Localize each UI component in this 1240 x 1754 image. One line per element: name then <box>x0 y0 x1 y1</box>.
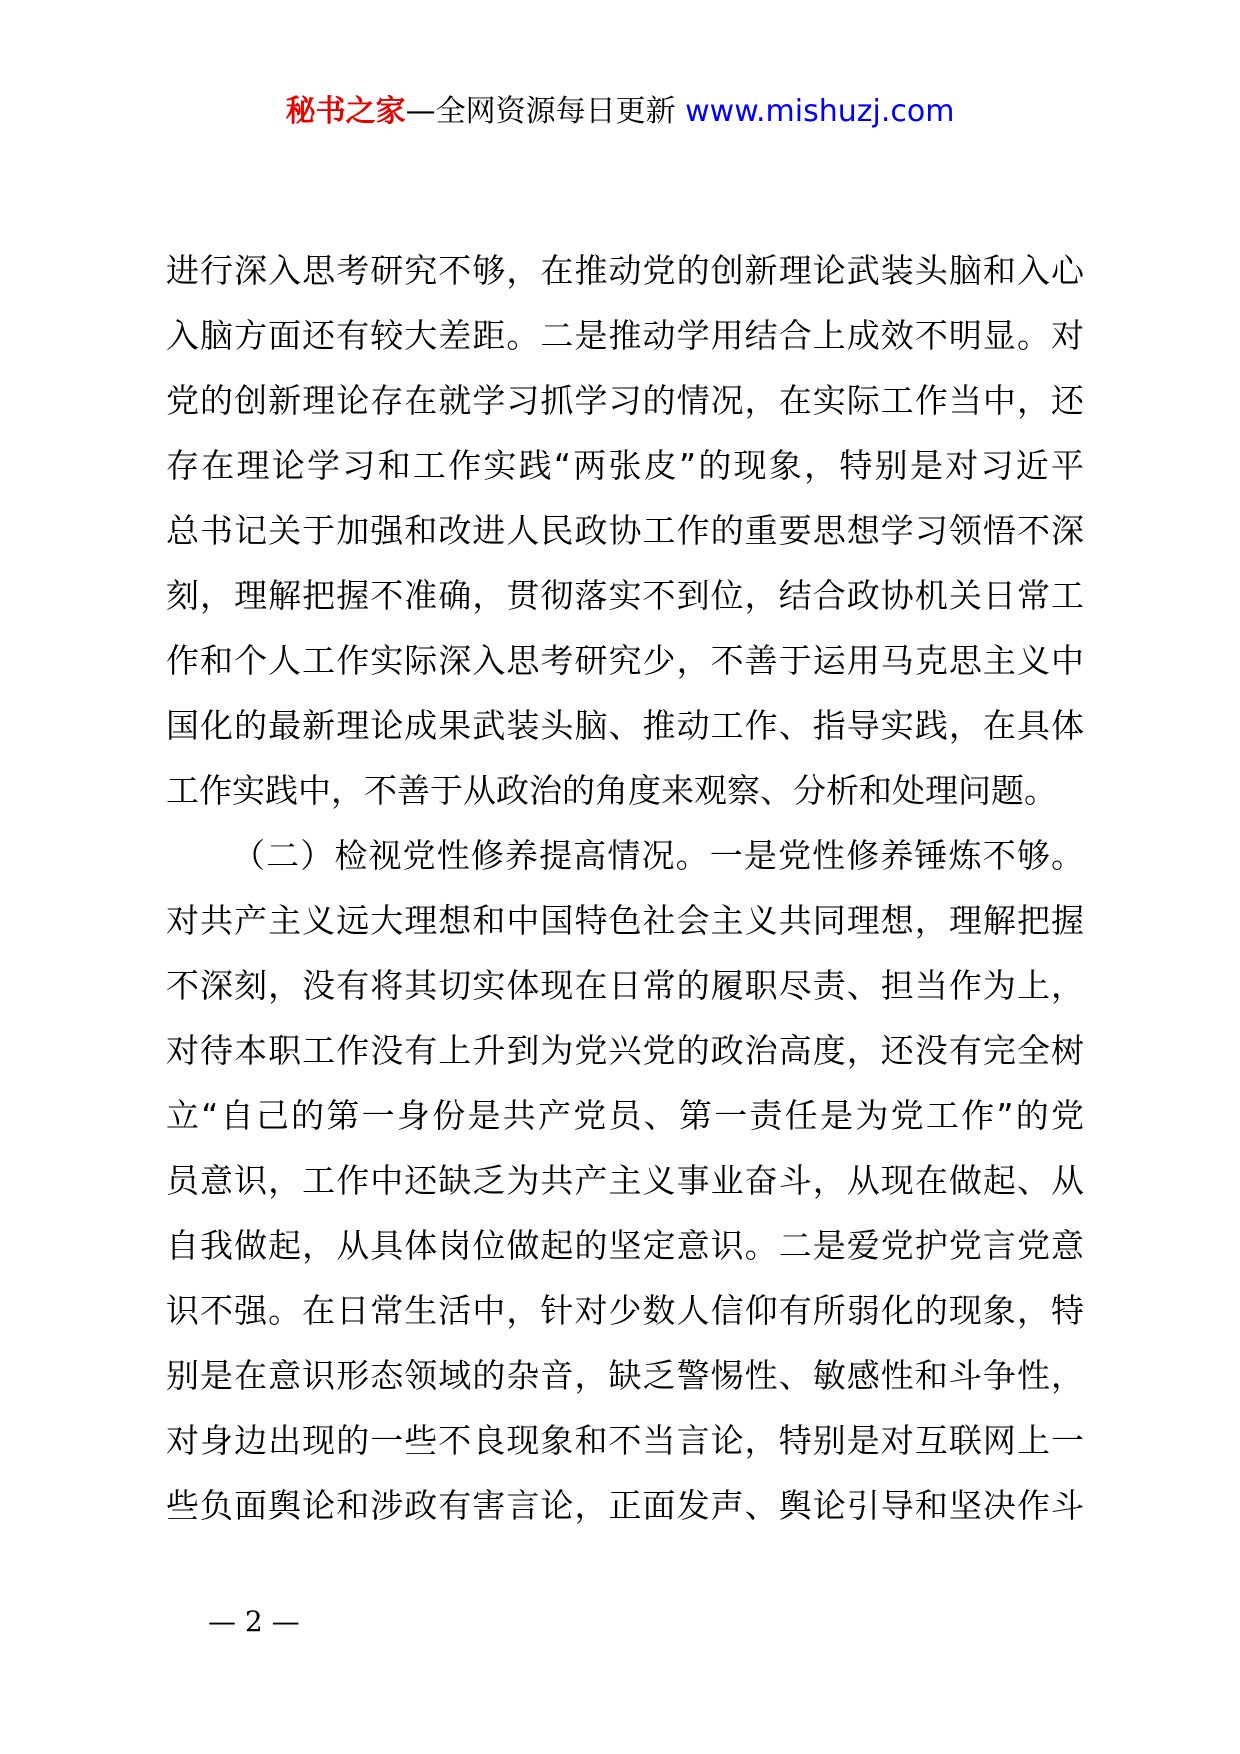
text-line: 对共产主义远大理想和中国特色社会主义共同理想，理解把握 <box>166 901 1084 940</box>
text-line: 员意识，工作中还缺乏为共产主义事业奋斗，从现在做起、从 <box>166 1161 1084 1200</box>
document-header <box>0 92 1240 132</box>
text-line: 立“自己的第一身份是共产党员、第一责任是为党工作”的党 <box>166 1096 1084 1135</box>
text-line: 识不强。在日常生活中，针对少数人信仰有所弱化的现象，特 <box>166 1291 1084 1330</box>
text-line: 对身边出现的一些不良现象和不当言论，特别是对互联网上一 <box>166 1421 1084 1460</box>
section-heading-line: （二）检视党性修养提高情况。一是党性修养锤炼不够。 <box>232 836 1084 875</box>
text-line: 入脑方面还有较大差距。二是推动学用结合上成效不明显。对 <box>166 316 1084 355</box>
header-url-link[interactable]: www.mishuzj.com <box>685 94 955 129</box>
text-line: 总书记关于加强和改进人民政协工作的重要思想学习领悟不深 <box>166 511 1084 550</box>
document-body <box>166 238 1084 1538</box>
text-line: 些负面舆论和涉政有害言论，正面发声、舆论引导和坚决作斗 <box>166 1486 1084 1525</box>
text-line: 作和个人工作实际深入思考研究少，不善于运用马克思主义中 <box>166 641 1084 680</box>
text-line: 对待本职工作没有上升到为党兴党的政治高度，还没有完全树 <box>166 1031 1084 1070</box>
text-line: 进行深入思考研究不够，在推动党的创新理论武装头脑和入心 <box>166 251 1084 290</box>
text-line: 不深刻，没有将其切实体现在日常的履职尽责、担当作为上， <box>166 966 1084 1005</box>
text-line: 别是在意识形态领域的杂音，缺乏警惕性、敏感性和斗争性， <box>166 1356 1084 1395</box>
text-line: 自我做起，从具体岗位做起的坚定意识。二是爱党护党言党意 <box>166 1226 1084 1265</box>
header-tagline: —全网资源每日更新 <box>405 94 676 129</box>
text-line: 存在理论学习和工作实践“两张皮”的现象，特别是对习近平 <box>166 446 1084 485</box>
header-brand: 秘书之家 <box>285 94 406 129</box>
page-number: — 2 — <box>208 1605 300 1638</box>
text-line: 刻，理解把握不准确，贯彻落实不到位，结合政协机关日常工 <box>166 576 1084 615</box>
text-line: 国化的最新理论成果武装头脑、推动工作、指导实践，在具体 <box>166 706 1084 745</box>
text-line: 工作实践中，不善于从政治的角度来观察、分析和处理问题。 <box>166 771 1057 810</box>
text-line: 党的创新理论存在就学习抓学习的情况，在实际工作当中，还 <box>166 381 1084 420</box>
